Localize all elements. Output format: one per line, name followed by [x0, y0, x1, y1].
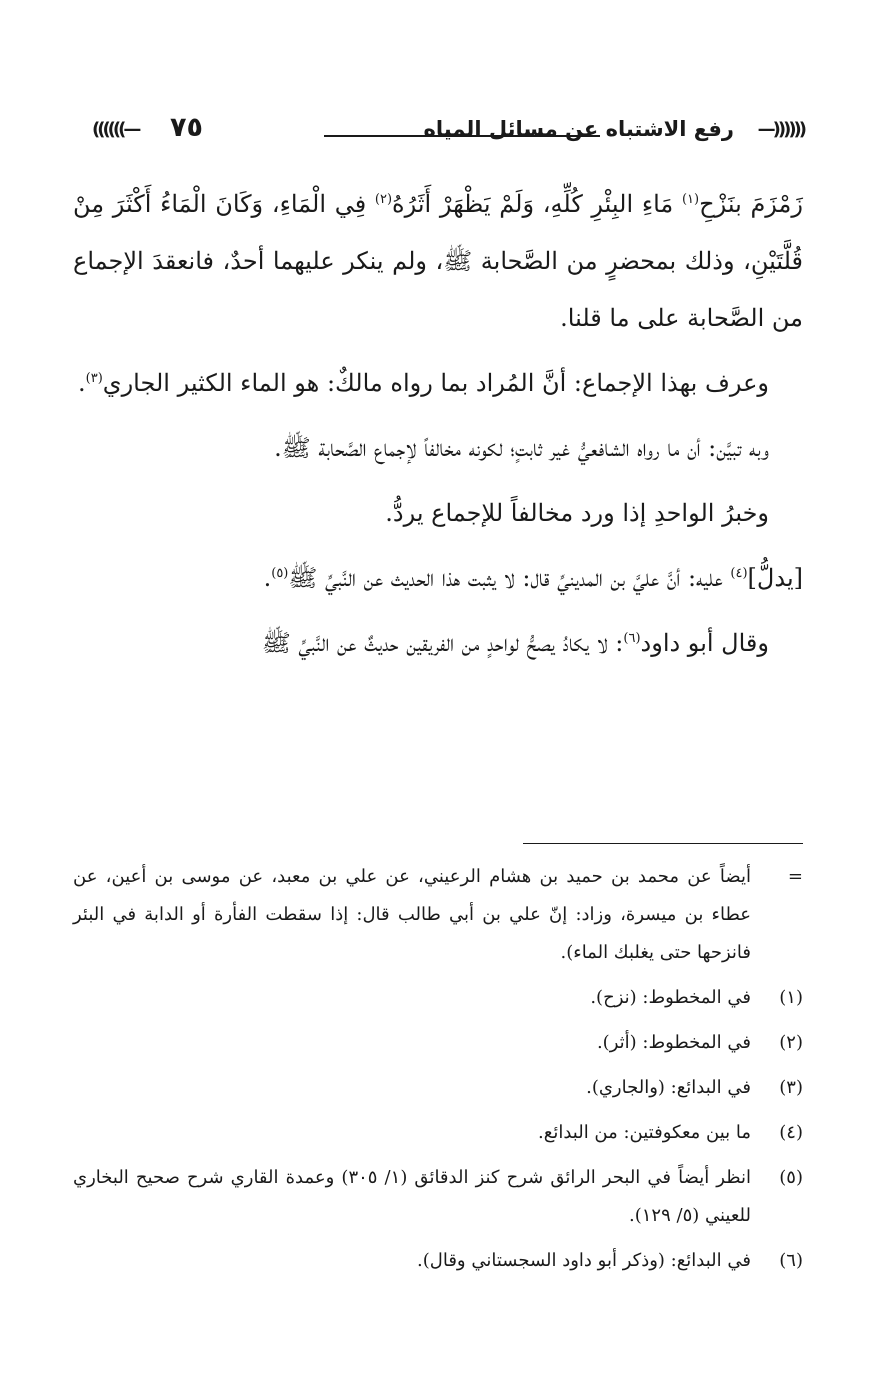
footnote-marker: (٦)	[779, 1250, 803, 1271]
footnote-marker: (٤)	[779, 1122, 803, 1143]
footnote-2	[73, 1024, 803, 1062]
footnote-ref-5: (٥)	[271, 566, 289, 581]
paragraph-3	[73, 420, 803, 477]
footnote-ref-6: (٦)	[623, 631, 641, 646]
p6-text-1: وقال أبو داود	[640, 629, 769, 657]
p5-text-3: .	[263, 564, 272, 592]
p1-text-3: فِي الْمَاءِ، وَكَانَ الْمَاءُ أَكْثَرَ مِنْ قُلَّتَيْنِ، وذلك بمحضرٍ من الصَّحابة ﷺ، ولم ينكر عليهما أحدٌ، فانعقدَ الإجماع من الصَّحابة على ما قلنا.	[73, 190, 803, 332]
footnote-ref-2: (٢)	[374, 192, 393, 207]
footnote-6	[73, 1242, 803, 1280]
running-header	[92, 108, 804, 154]
page-number: ٧٥	[170, 112, 203, 143]
footnote-4	[73, 1114, 803, 1152]
p2-text-1: وعرف بهذا الإجماع: أنَّ المُراد بما رواه مالكٌ: هو الماء الكثير الجاري	[102, 369, 769, 397]
footnote-marker: (٢)	[779, 1032, 803, 1053]
p1-text-2: مَاءِ البِئْرِ كُلِّهِ، وَلَمْ يَظْهَرْ أَثَرُهُ	[392, 190, 682, 218]
footnote-5	[73, 1159, 803, 1235]
footnote-text: في البدائع: (وذكر أبو داود السجستاني وقال).	[417, 1250, 751, 1271]
footnote-text: في المخطوط: (أثر).	[596, 1032, 751, 1053]
footnote-text: ما بين معكوفتين: من البدائع.	[538, 1122, 751, 1143]
p3-text: وبه تبيَّن: أن ما رواه الشافعيُّ غير ثابتٍ؛ لكونه مخالفاً لإجماع الصَّحابة ﷺ.	[274, 434, 769, 462]
p5-text-1: [يدلُّ]	[747, 564, 803, 592]
footnote-text: في البدائع: (والجاري).	[586, 1077, 751, 1098]
p4-text: وخبرُ الواحدِ إذا ورد مخالفاً للإجماع يردُّ.	[385, 499, 769, 527]
paragraph-1	[73, 176, 803, 347]
footnote-3	[73, 1069, 803, 1107]
header-rule	[324, 135, 600, 137]
paragraph-6	[73, 615, 803, 672]
header-ornament-right: —))))))	[757, 119, 804, 140]
footnote-text: في المخطوط: (نزح).	[590, 987, 751, 1008]
paragraph-5	[73, 550, 803, 607]
footnote-separator	[523, 843, 803, 844]
p6-text-2: : لا يكادُ يصحُّ لواحدٍ من الفريقين حديثٌ عن النَّبيِّ ﷺ	[261, 629, 624, 657]
footnote-marker: (٣)	[779, 1077, 803, 1098]
footnote-ref-1: (١)	[681, 192, 700, 207]
p1-text-1: زَمْزَمَ بنَزْحِ	[699, 190, 803, 218]
footnote-text: أيضاً عن محمد بن حميد بن هشام الرعيني، عن علي بن معبد، عن موسى بن أعين، عن عطاء بن ميسرة، وزاد: إنّ علي بن أبي طالب قال: إذا سقطت الفأرة أو الدابة في البئر فانزحها حتى يغلبك الماء).	[73, 866, 751, 963]
footnote-1	[73, 979, 803, 1017]
footnote-ref-3: (٣)	[85, 371, 103, 386]
footnote-continued	[73, 858, 803, 972]
footnote-ref-4: (٤)	[730, 566, 748, 581]
p2-text-2: .	[78, 369, 86, 397]
footnote-marker: (٥)	[779, 1167, 803, 1188]
p5-text-2: عليه: أنَّ عليَّ بن المدينيِّ قال: لا يثبت هذا الحديث عن النَّبيِّ ﷺ	[288, 564, 731, 592]
footnotes	[73, 858, 803, 1280]
paragraph-4	[73, 485, 803, 542]
header-ornament-left: ((((((—	[92, 119, 139, 140]
main-text	[73, 176, 803, 672]
paragraph-2	[73, 355, 803, 412]
footnote-marker: =	[787, 866, 803, 887]
footnote-marker: (١)	[779, 987, 803, 1008]
footnote-text: انظر أيضاً في البحر الرائق شرح كنز الدقائق (١/ ٣٠٥) وعمدة القاري شرح صحيح البخاري للعيني (٥/ ١٢٩).	[73, 1167, 752, 1226]
running-title: رفع الاشتباه عن مسائل المياه	[423, 117, 734, 141]
